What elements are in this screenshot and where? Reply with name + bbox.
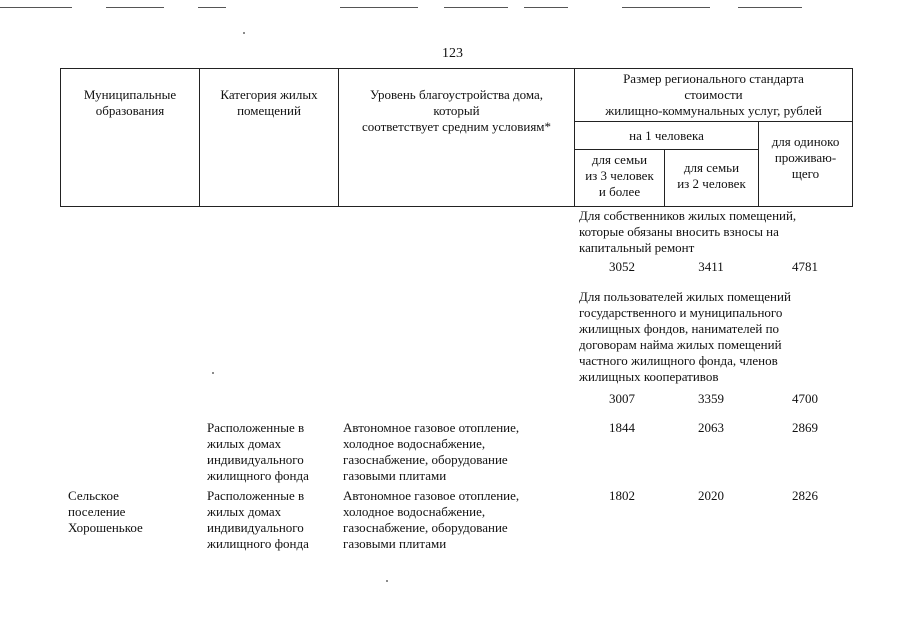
row1-value-family2: 2063 xyxy=(698,420,724,435)
header-level: Уровень благоустройства дома, который соответствует средним условиям* xyxy=(339,69,575,207)
value-owners-family3: 3052 xyxy=(609,259,635,274)
scan-artifact-line xyxy=(444,7,508,8)
row2-value-family2: 2020 xyxy=(698,488,724,503)
value-tenants-family3: 3007 xyxy=(609,391,635,406)
header-per-person: на 1 человека xyxy=(575,122,759,150)
scan-speck xyxy=(212,372,214,374)
header-category: Категория жилых помещений xyxy=(200,69,339,207)
value-owners-single: 4781 xyxy=(792,259,818,274)
scan-artifact-line xyxy=(198,7,226,8)
row1-value-family3: 1844 xyxy=(609,420,635,435)
header-single: для одиноко проживаю- щего xyxy=(759,122,853,207)
page-number: 123 xyxy=(442,46,463,61)
header-municipality: Муниципальные образования xyxy=(61,69,200,207)
header-family2: для семьи из 2 человек xyxy=(665,150,759,207)
header-family3: для семьи из 3 человек и более xyxy=(575,150,665,207)
scan-artifact-line xyxy=(738,7,802,8)
header-standard: Размер регионального стандарта стоимости жилищно-коммунальных услуг, рублей xyxy=(575,69,853,122)
row1-level: Автономное газовое отопление, холодное водоснабжение, газоснабжение, оборудование газовыми плитами xyxy=(343,420,520,483)
header-table xyxy=(60,68,853,207)
value-owners-family2: 3411 xyxy=(698,259,724,274)
row2-municipality: Сельское поселение Хорошенькое xyxy=(68,488,143,535)
row2-value-family3: 1802 xyxy=(609,488,635,503)
row2-category: Расположенные в жилых домах индивидуального жилищного фонда xyxy=(207,488,309,551)
scan-speck xyxy=(386,580,388,582)
section-note-owners: Для собственников жилых помещений, которые обязаны вносить взносы на капитальный ремонт xyxy=(579,208,797,255)
section-note-tenants: Для пользователей жилых помещений государственного и муниципального жилищных фондов, нанимателей по договорам найма жилых помещений частного жилищного фонда, членов жилищных кооперативов xyxy=(579,289,791,384)
scan-artifact-line xyxy=(0,7,72,8)
value-tenants-family2: 3359 xyxy=(698,391,724,406)
row1-category: Расположенные в жилых домах индивидуального жилищного фонда xyxy=(207,420,309,483)
scan-artifact-line xyxy=(106,7,164,8)
scan-artifact-line xyxy=(340,7,418,8)
scan-speck xyxy=(243,32,245,34)
value-tenants-single: 4700 xyxy=(792,391,818,406)
row2-value-single: 2826 xyxy=(792,488,818,503)
row2-level: Автономное газовое отопление, холодное водоснабжение, газоснабжение, оборудование газовыми плитами xyxy=(343,488,520,551)
row1-value-single: 2869 xyxy=(792,420,818,435)
scan-artifact-line xyxy=(622,7,710,8)
scan-artifact-line xyxy=(524,7,568,8)
